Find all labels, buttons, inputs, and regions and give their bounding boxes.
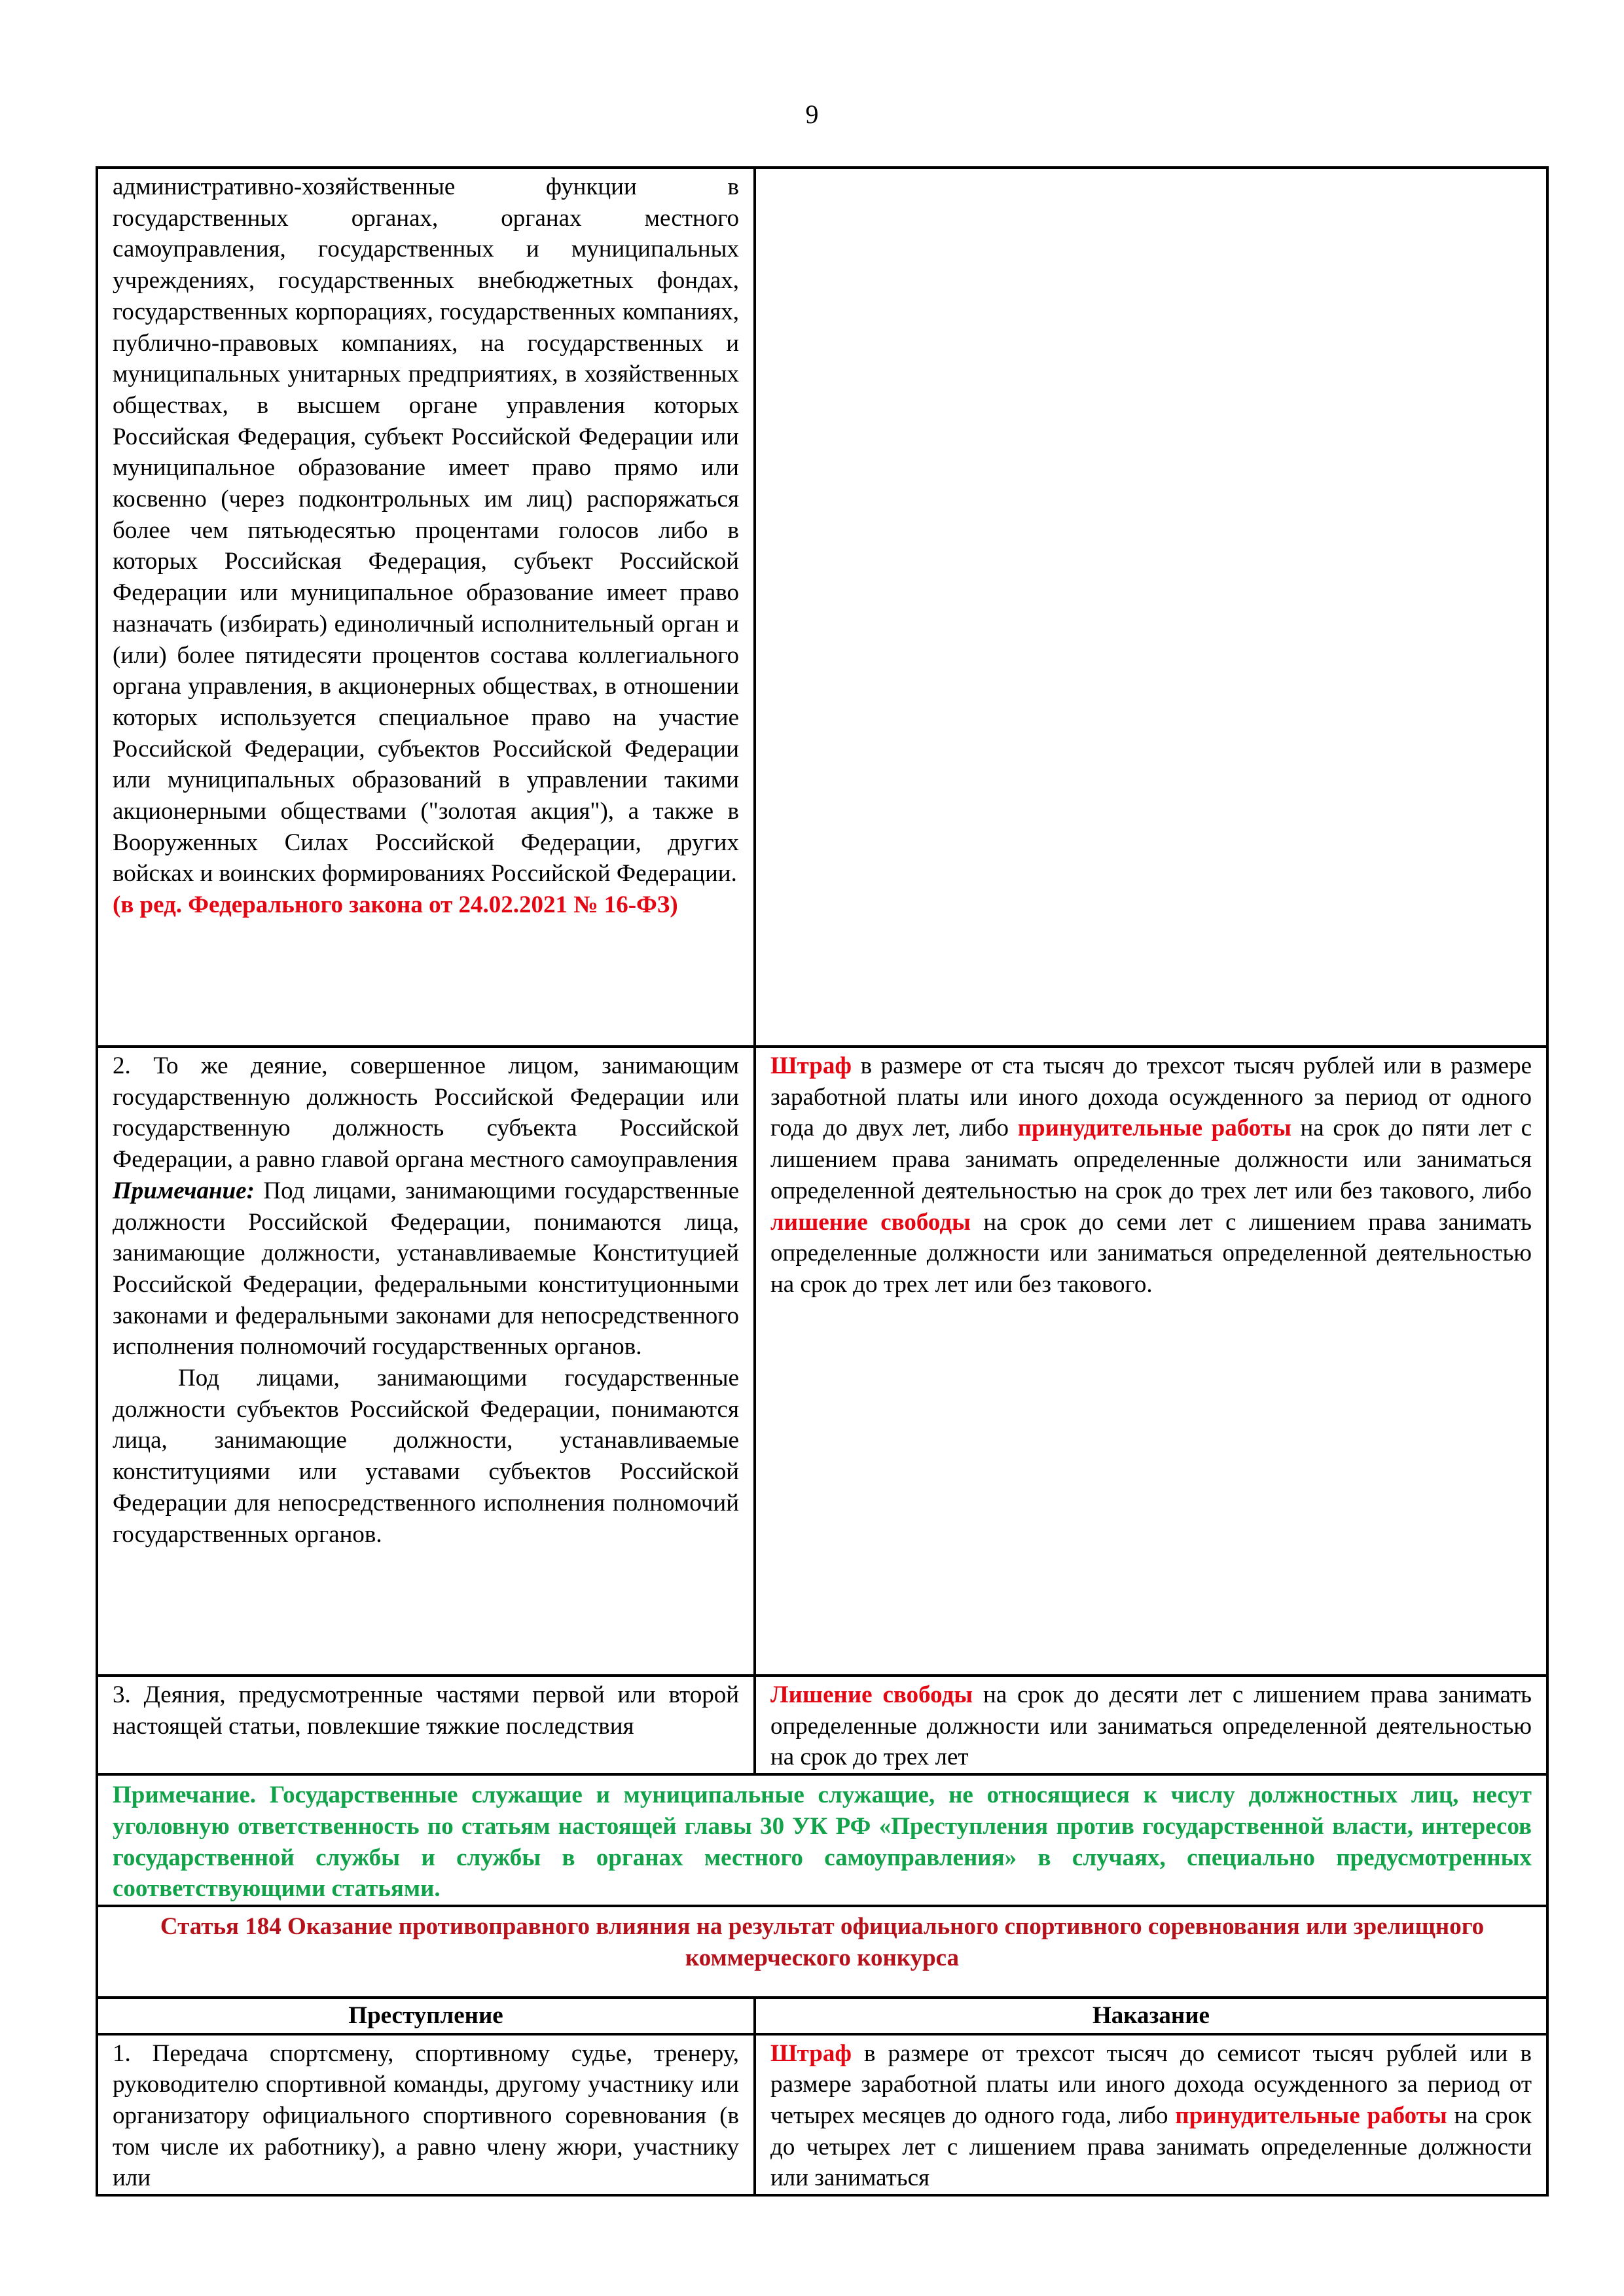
crime-text: 1. Передача спортсмену, спортивному судье, тренеру, руководителю спортивной команды, другому участнику или организатору официального спортивного соревнования (в том числе их работнику), а равно члену жюри, участнику или (113, 2039, 739, 2192)
crime-cell (97, 1047, 755, 1676)
table-row (97, 2034, 1547, 2196)
header-penalty: Наказание (755, 1998, 1547, 2034)
penalty-type: Штраф (770, 1052, 852, 1079)
table-row (97, 1047, 1547, 1676)
penalty-detail: в размере от ста тысяч до трехсот тысяч рублей или в размере заработной платы или иного дохода осужденного за период от одного года до двух лет, либо (770, 1052, 1532, 1142)
table-row (97, 168, 1547, 1047)
penalty-type: принудительные работы (1017, 1115, 1291, 1142)
penalty-detail: на срок до семи лет с лишением права занимать определенные должности или заниматься определенной деятельностью на срок до трех лет или без такового. (770, 1208, 1532, 1298)
penalty-type: Штраф (770, 2039, 852, 2067)
amendment-note: (в ред. Федерального закона от 24.02.2021 № 16-ФЗ) (113, 891, 678, 919)
penalty-cell (755, 2034, 1547, 2196)
page-number: 9 (805, 99, 819, 129)
note-text: Под лицами, занимающими государственные должности Российской Федерации, понимаются лица, занимающие должности, устанавливаемые Конституцией Российской Федерации, федеральными конституционными законами и федеральными законами для непосредственного исполнения полномочий государственных органов. (113, 1177, 739, 1361)
chapter-note-row (97, 1774, 1547, 1906)
penalty-cell (755, 1676, 1547, 1774)
penalty-type: принудительные работы (1175, 2102, 1447, 2130)
penalty-text (770, 1679, 1532, 1773)
penalty-type: Лишение свободы (770, 1681, 973, 1708)
crime-cell (97, 168, 755, 1047)
chapter-note: Примечание. Государственные служащие и муниципальные служащие, не относящиеся к числу должностных лиц, несут уголовную ответственность по статьям настоящей главы 30 УК РФ «Преступления против государственной власти, интересов государственной службы и службы в органах местного самоуправления» в случаях, специально предусмотренных соответствующими статьями. (97, 1774, 1547, 1906)
table-row (97, 1676, 1547, 1774)
crime-note (113, 1175, 739, 1363)
law-table (96, 166, 1549, 2197)
article-title-row (97, 1906, 1547, 1998)
penalty-detail: на срок до пяти лет с лишением права занимать определенные должности или заниматься определенной деятельностью на срок до трех лет или без такового, либо (770, 1115, 1532, 1204)
penalty-detail: на срок до четырех лет с лишением права занимать определенные должности или заниматься (770, 2102, 1532, 2192)
note-label: Примечание: (113, 1177, 255, 1204)
crime-cell (97, 1676, 755, 1774)
crime-text: административно-хозяйственные функции в государственных органах, органах местного самоуправления, государственных и муниципальных учреждениях, государственных внебюджетных фондах, государственных корпорациях, государственных компаниях, публично-правовых компаниях, на государственных и муниципальных унитарных предприятиях, в хозяйственных обществах, в высшем органе управления которых Российская Федерация, субъект Российской Федерации или муниципальное образование имеет право прямо или косвенно (через подконтрольных им лиц) распоряжаться более чем пятьюдесятью процентами голосов либо в которых Российская Федерация, субъект Российской Федерации или муниципальное образование имеет право назначать (избирать) единоличный исполнительный орган и (или) более пятидесяти процентов состава коллегиального органа управления, в акционерных обществах, в отношении которых используется специальное право на участие Российской Федерации, субъектов Российской Федерации или муниципальных образований в управлении такими акционерными обществами ("золотая акция"), а также в Вооруженных Силах Российской Федерации, других войсках и воинских формированиях Российской Федерации. (113, 173, 739, 888)
penalty-cell (755, 1047, 1547, 1676)
penalty-detail: в размере от трехсот тысяч до семисот тысяч рублей или в размере заработной платы или иного дохода осужденного за период от четырех месяцев до одного года, либо (770, 2039, 1532, 2130)
header-crime: Преступление (97, 1998, 755, 2034)
penalty-text (770, 1050, 1532, 1300)
crime-cell (97, 2034, 755, 2196)
crime-text: 2. То же деяние, совершенное лицом, занимающим государственную должность Российской Федерации или государственную должность субъекта Российской Федерации, а равно главой органа местного самоуправления (113, 1052, 739, 1174)
crime-text: 3. Деяния, предусмотренные частями первой или второй настоящей статьи, повлекшие тяжкие последствия (113, 1681, 739, 1740)
penalty-text (770, 2038, 1532, 2195)
penalty-type: лишение свободы (770, 1208, 971, 1236)
article-title: Статья 184 Оказание противоправного влияния на результат официального спортивного соревнования или зрелищного коммерческого конкурса (97, 1906, 1547, 1998)
note-text-2: Под лицами, занимающими государственные должности субъектов Российской Федерации, понимаются лица, занимающие должности, устанавливаемые конституциями или уставами субъектов Российской Федерации для непосредственного исполнения полномочий государственных органов. (113, 1365, 739, 1548)
penalty-cell (755, 168, 1547, 1047)
penalty-detail: на срок до десяти лет с лишением права занимать определенные должности или заниматься определенной деятельностью на срок до трех лет (770, 1681, 1532, 1771)
column-header-row (97, 1998, 1547, 2034)
